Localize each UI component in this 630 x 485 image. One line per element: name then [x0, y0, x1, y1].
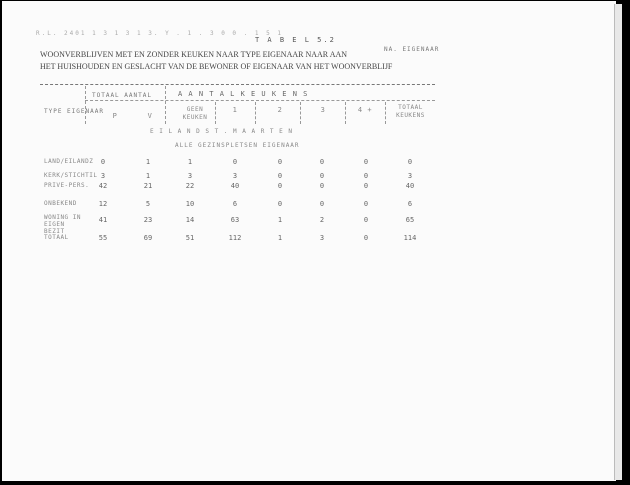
table-cell: 1 [145, 158, 151, 166]
table-cell: 0 [407, 158, 413, 166]
table-cell: 0 [363, 172, 369, 180]
table-cell: 112 [228, 234, 242, 242]
table-cell: 69 [143, 234, 153, 242]
table-cell: 0 [363, 182, 369, 190]
sub-header: GEEN KEUKEN [182, 106, 208, 121]
table-cell: 3 [100, 172, 106, 180]
sub-header: 2 [277, 106, 283, 114]
table-cell: 6 [407, 200, 413, 208]
table-cell: 0 [319, 182, 325, 190]
header-top-rule [40, 84, 435, 85]
table-cell: 55 [98, 234, 108, 242]
table-cell: 6 [232, 200, 238, 208]
title-line-2: HET HUISHOUDEN EN GESLACHT VAN DE BEWONER OF EIGENAAR VAN HET WOONVERBLIJF [40, 62, 393, 71]
row-label: PRIVE-PERS. [44, 182, 90, 189]
table-cell: 1 [145, 172, 151, 180]
table-cell: 0 [232, 158, 238, 166]
table-cell: 63 [230, 216, 240, 224]
table-cell: 3 [187, 172, 193, 180]
header-divider [215, 102, 216, 124]
sub-header: 4 + [357, 106, 373, 114]
table-cell: 10 [185, 200, 195, 208]
table-cell: 1 [187, 158, 193, 166]
header-divider [85, 86, 86, 124]
table-cell: 0 [363, 200, 369, 208]
table-cell: 0 [363, 234, 369, 242]
table-cell: 1 [277, 216, 283, 224]
header-divider [345, 102, 346, 124]
row-label: LAND/EILANDZ [44, 158, 94, 165]
row-label: TOTAAL [44, 234, 69, 241]
table-cell: 2 [319, 216, 325, 224]
header-mid-rule [85, 100, 435, 101]
table-cell: 12 [98, 200, 108, 208]
table-cell: 22 [185, 182, 195, 190]
row-label: KERK/STICHTIL [44, 172, 98, 179]
sub-header: V [147, 112, 153, 120]
column-header-aantal-keukens: A A N T A L K E U K E N S [178, 90, 309, 98]
table-cell: 0 [277, 182, 283, 190]
sub-header: TOTAAL KEUKENS [396, 104, 425, 119]
sub-header: P [112, 112, 118, 120]
section-subtitle: ALLE GEZINSPLETSEN EIGENAAR [175, 142, 300, 149]
table-cell: 0 [363, 158, 369, 166]
header-divider [300, 102, 301, 124]
section-title: E I L A N D S T . M A A R T E N [150, 128, 293, 135]
table-cell: 0 [319, 200, 325, 208]
table-cell: 23 [143, 216, 153, 224]
table-cell: 0 [277, 158, 283, 166]
column-header-type: TYPE EIGENAAR [44, 108, 104, 115]
page-edge [614, 4, 622, 480]
header-divider [165, 86, 166, 124]
row-label: ONBEKEND [44, 200, 77, 207]
table-cell: 1 [277, 234, 283, 242]
table-label: T A B E L 5.2 [255, 36, 336, 44]
header-divider [255, 102, 256, 124]
row-label: WONING IN EIGEN BEZIT [44, 214, 82, 235]
table-cell: 0 [100, 158, 106, 166]
table-cell: 0 [319, 158, 325, 166]
sub-header: 3 [320, 106, 326, 114]
table-cell: 40 [405, 182, 415, 190]
table-cell: 65 [405, 216, 415, 224]
table-cell: 0 [363, 216, 369, 224]
table-cell: 3 [407, 172, 413, 180]
table-cell: 42 [98, 182, 108, 190]
table-cell: 0 [319, 172, 325, 180]
table-cell: 0 [277, 200, 283, 208]
table-cell: 40 [230, 182, 240, 190]
table-cell: 3 [319, 234, 325, 242]
table-cell: 14 [185, 216, 195, 224]
title-line-1: WOONVERBLIJVEN MET EN ZONDER KEUKEN NAAR TYPE EIGENAAR NAAR AAN [40, 50, 348, 59]
table-cell: 41 [98, 216, 108, 224]
table-cell: 3 [232, 172, 238, 180]
column-header-totaal-aantal: TOTAAL AANTAL [92, 92, 152, 99]
sub-header: 1 [232, 106, 238, 114]
table-cell: 51 [185, 234, 195, 242]
faint-reference-line: R.L. 2401 1 3 1 3 1 3. Y . 1 . 3 0 0 . 1 5 1 [36, 30, 283, 37]
header-divider [385, 102, 386, 124]
table-cell: 114 [403, 234, 417, 242]
table-cell: 21 [143, 182, 153, 190]
table-cell: 5 [145, 200, 151, 208]
right-note: NA. EIGENAAR [384, 46, 440, 53]
table-cell: 0 [277, 172, 283, 180]
